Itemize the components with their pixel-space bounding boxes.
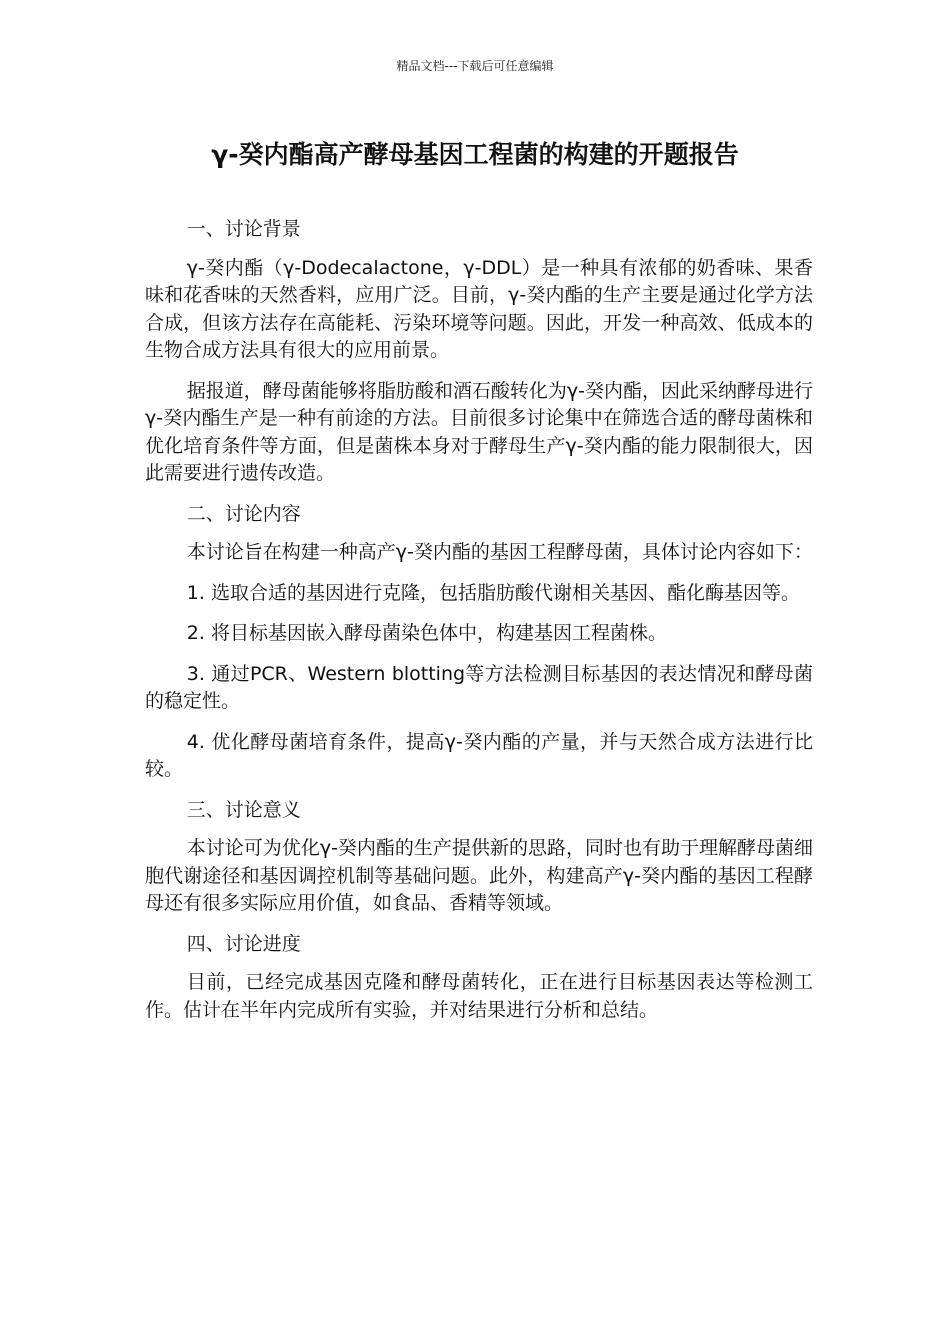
document-title: γ-癸内酯高产酵母基因工程菌的构建的开题报告 [211,140,739,169]
paragraph: 据报道，酵母菌能够将脂肪酸和酒石酸转化为γ-癸内酯，因此采纳酵母进行γ-癸内酯生产是一种有前途的方法。目前很多讨论集中在筛选合适的酵母菌株和优化培育条件等方面，但是菌株本身对于酵母生产γ-癸内酯的能力限制很大，因此需要进行遗传改造。 [145,379,813,484]
section-heading: 一、讨论背景 [186,218,301,240]
paragraph: γ-癸内酯（γ-Dodecalactone，γ-DDL）是一种具有浓郁的奶香味、果香味和花香味的天然香料，应用广泛。目前，γ-癸内酯的生产主要是通过化学方法合成，但该方法存在高能耗、污染环境等问题。因此，开发一种高效、低成本的生物合成方法具有很大的应用前景。 [145,256,813,361]
section-heading: 三、讨论意义 [186,798,301,821]
document-body [145,216,813,1037]
section-progress [145,931,813,1025]
paragraph: 本讨论可为优化γ-癸内酯的生产提供新的思路，同时也有助于理解酵母菌细胞代谢途径和基因调控机制等基础问题。此外，构建高产γ-癸内酯的基因工程酵母还有很多实际应用价值，如食品、香精等领域。 [145,837,813,914]
section-background [145,216,813,488]
section-significance [145,797,813,918]
list-item: 3. 通过PCR、Western blotting等方法检测目标基因的表达情况和酵母菌的稳定性。 [145,662,813,712]
header-note: 精品文档---下载后可任意编辑 [396,59,554,73]
paragraph: 本讨论旨在构建一种高产γ-癸内酯的基因工程酵母菌，具体讨论内容如下： [186,541,813,563]
section-content [145,501,813,784]
list-item: 4. 优化酵母菌培育条件，提高γ-癸内酯的产量，并与天然合成方法进行比较。 [145,730,813,780]
list-item: 1. 选取合适的基因进行克隆，包括脂肪酸代谢相关基因、酯化酶基因等。 [186,581,800,604]
section-heading: 四、讨论进度 [186,932,301,955]
section-heading: 二、讨论内容 [186,502,301,525]
paragraph: 目前，已经完成基因克隆和酵母菌转化，正在进行目标基因表达等检测工作。估计在半年内完成所有实验，并对结果进行分析和总结。 [145,971,813,1021]
list-item: 2. 将目标基因嵌入酵母菌染色体中，构建基因工程菌株。 [186,622,667,644]
